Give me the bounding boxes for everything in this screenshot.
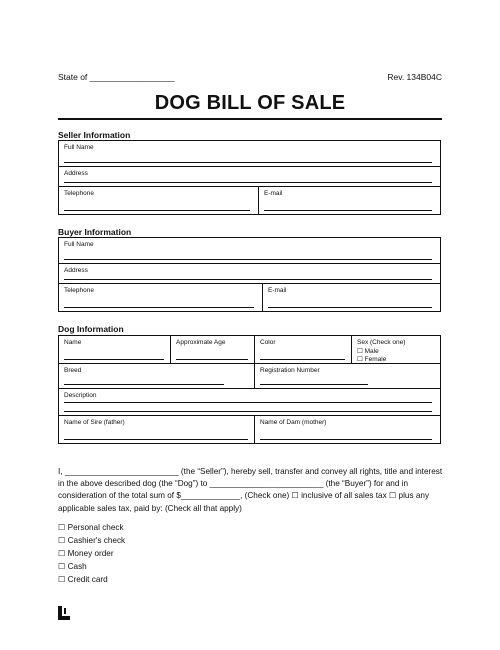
dog-color-label: Color — [260, 339, 276, 346]
seller-full-name-label: Full Name — [64, 144, 94, 151]
seller-address-line — [64, 182, 432, 183]
seller-telephone-label: Telephone — [64, 190, 94, 197]
payment-cash[interactable]: ☐ Cash — [58, 562, 87, 571]
dog-registration-line — [260, 384, 368, 385]
seller-section-title: Seller Information — [58, 130, 131, 140]
dog-registration-field[interactable] — [254, 364, 440, 388]
dog-sex-field — [351, 336, 440, 363]
seller-email-line — [264, 210, 432, 211]
payment-cashiers-check[interactable]: ☐ Cashier's check — [58, 536, 126, 545]
dog-dam-field[interactable] — [254, 416, 440, 443]
dog-registration-label: Registration Number — [260, 367, 320, 374]
paragraph-line-4: applicable sales tax, paid by: (Check all that apply) — [58, 503, 242, 513]
dog-color-field[interactable] — [254, 336, 351, 363]
buyer-telephone-label: Telephone — [64, 287, 94, 294]
buyer-address-row — [59, 264, 440, 284]
dog-parents-row — [59, 416, 440, 443]
buyer-section-title: Buyer Information — [58, 227, 132, 237]
dog-description-field[interactable] — [59, 389, 440, 415]
dog-info-table — [58, 335, 441, 444]
dog-breed-label: Breed — [64, 367, 82, 374]
dog-age-line — [176, 359, 248, 360]
buyer-telephone-field[interactable] — [59, 284, 262, 311]
dog-sire-field[interactable] — [59, 416, 254, 443]
dog-sex-label: Sex (Check one) — [357, 339, 406, 346]
buyer-address-line — [64, 279, 432, 280]
dog-color-line — [260, 359, 345, 360]
dog-dam-line — [260, 439, 432, 440]
buyer-full-name-line — [64, 259, 432, 260]
seller-address-row — [59, 167, 440, 187]
paragraph-line-3: consideration of the total sum of $_____________, (Check one) ☐ inclusive of all sales tax ☐ plus any — [58, 491, 430, 501]
buyer-address-label: Address — [64, 267, 88, 274]
seller-full-name-field[interactable] — [59, 141, 440, 166]
buyer-email-field[interactable] — [262, 284, 440, 311]
sex-female-checkbox[interactable]: ☐ Female — [357, 356, 387, 363]
dog-sire-line — [64, 439, 248, 440]
dog-description-label: Description — [64, 392, 97, 399]
dog-name-line — [64, 359, 164, 360]
dog-sire-label: Name of Sire (father) — [64, 419, 125, 426]
seller-contact-row — [59, 187, 440, 214]
document-title: DOG BILL OF SALE — [154, 92, 346, 114]
dog-basic-row — [59, 336, 440, 364]
dog-age-field[interactable] — [170, 336, 254, 363]
sex-male-checkbox[interactable]: ☐ Male — [357, 348, 379, 355]
seller-email-field[interactable] — [258, 187, 440, 214]
buyer-full-name-label: Full Name — [64, 241, 94, 248]
dog-age-label: Approximate Age — [176, 339, 226, 346]
dog-breed-line — [64, 384, 224, 385]
dog-dam-label: Name of Dam (mother) — [260, 419, 327, 426]
buyer-telephone-line — [64, 307, 254, 308]
dog-name-label: Name — [64, 339, 82, 346]
paragraph-line-2: in the above described dog (the “Dog”) to _________________________ (the “Buyer”) for and in — [58, 479, 409, 489]
brand-logo-icon — [58, 606, 70, 620]
payment-personal-check[interactable]: ☐ Personal check — [58, 523, 124, 532]
dog-breed-field[interactable] — [59, 364, 254, 388]
seller-full-name-row — [59, 141, 440, 167]
paragraph-line-1: I, _________________________ (the “Seller”), hereby sell, transfer and convey all rights, title and interest — [58, 467, 443, 476]
seller-info-table — [58, 140, 441, 215]
seller-full-name-line — [64, 162, 432, 163]
title-divider — [58, 118, 442, 120]
buyer-address-field[interactable] — [59, 264, 440, 283]
dog-description-line-1 — [64, 402, 432, 403]
revision-code: Rev. 134B04C — [387, 72, 442, 82]
seller-address-field[interactable] — [59, 167, 440, 186]
buyer-contact-row — [59, 284, 440, 311]
payment-credit-card[interactable]: ☐ Credit card — [58, 575, 108, 584]
buyer-email-label: E-mail — [268, 287, 287, 294]
seller-telephone-field[interactable] — [59, 187, 258, 214]
seller-email-label: E-mail — [264, 190, 283, 197]
dog-breed-row — [59, 364, 440, 389]
dog-section-title: Dog Information — [58, 324, 124, 334]
dog-description-line-2 — [64, 411, 432, 412]
buyer-full-name-row — [59, 238, 440, 264]
buyer-full-name-field[interactable] — [59, 238, 440, 263]
dog-name-field[interactable] — [59, 336, 170, 363]
seller-telephone-line — [64, 210, 250, 211]
seller-address-label: Address — [64, 170, 88, 177]
payment-money-order[interactable]: ☐ Money order — [58, 549, 114, 558]
conveyance-paragraph — [58, 466, 448, 515]
buyer-info-table — [58, 237, 441, 312]
buyer-email-line — [268, 307, 432, 308]
dog-description-row — [59, 389, 440, 416]
state-of-field[interactable]: State of __________________ — [58, 72, 175, 82]
